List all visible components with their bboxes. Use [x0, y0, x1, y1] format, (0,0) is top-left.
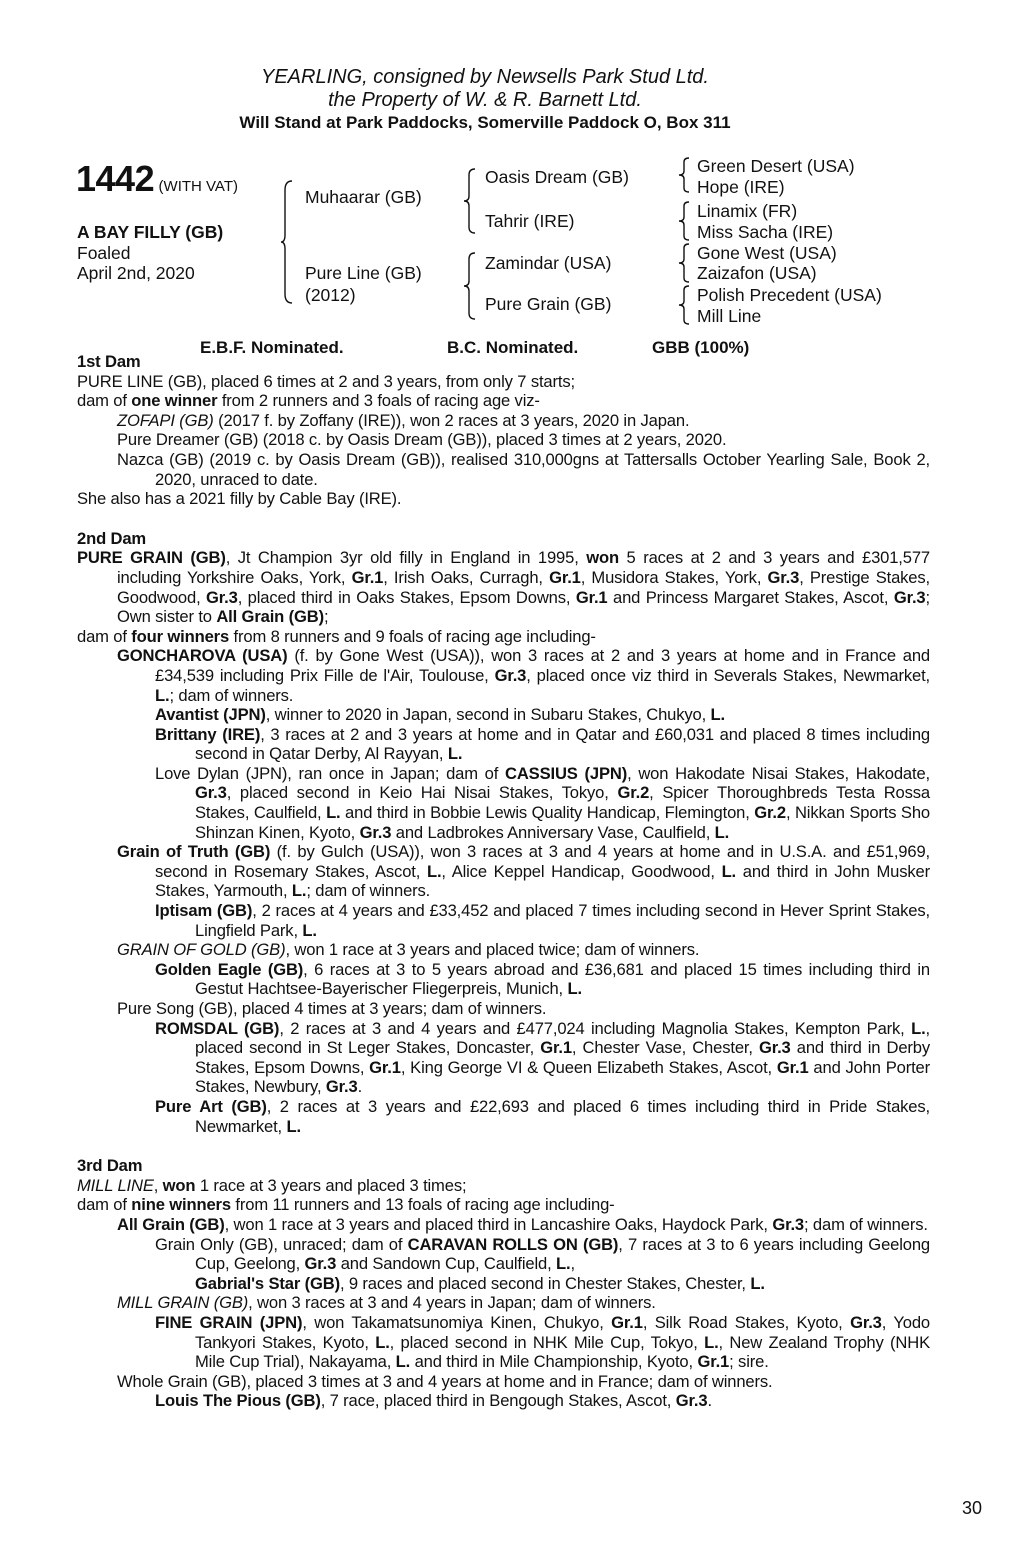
- text: .: [357, 1077, 363, 1097]
- text: (f. by Gulch (USA)), won 3 races at 3 and 4 years at home and in U.S.A. and £51,969, second in Rosemary Stakes, Ascot,: [155, 842, 930, 881]
- text: from 2 runners and 3 foals of racing age viz-: [217, 391, 540, 411]
- bold-text: Gr.1: [369, 1057, 401, 1077]
- text: and Princess Margaret Stakes, Ascot,: [607, 587, 894, 607]
- text: ; Own sister to: [117, 587, 930, 627]
- text: , Prestige Stakes, Goodwood,: [117, 567, 930, 607]
- text: , won 3 races at 3 and 4 years in Japan; dam of winners.: [248, 1293, 656, 1313]
- property-line: the Property of W. & R. Barnett Ltd.: [328, 89, 642, 111]
- gen3-name: Zaizafon (USA): [697, 263, 817, 283]
- lot-number-block: [76, 158, 238, 200]
- gen3-brace-icon: [677, 243, 691, 283]
- produce-entry: [77, 391, 930, 411]
- text: from 8 runners and 9 foals of racing age including-: [229, 626, 596, 646]
- italic-text: MILL LINE: [77, 1175, 154, 1195]
- text: She also has a 2021 filly by Cable Bay (IRE).: [77, 489, 402, 509]
- text: , 2 races at 3 years and £22,693 and placed 6 times including third in Pride Stakes, Newmarket,: [195, 1096, 930, 1136]
- text: Grain Only (GB), unraced; dam of: [155, 1234, 408, 1254]
- bold-text: Gr.3: [206, 587, 238, 607]
- bold-text: Avantist (JPN): [155, 705, 266, 725]
- text: and John Porter Stakes, Newbury,: [195, 1057, 931, 1097]
- text: , Silk Road Stakes, Kyoto,: [642, 1312, 851, 1332]
- bold-text: L.: [567, 979, 582, 999]
- produce-entry: [77, 1274, 930, 1294]
- bold-text: L.: [710, 705, 725, 725]
- produce-entry: [77, 705, 930, 725]
- produce-entry: [77, 1293, 930, 1313]
- bold-text: Gr.1: [575, 587, 608, 607]
- bold-text: Louis The Pious (GB): [155, 1391, 321, 1411]
- produce-entry: [77, 1391, 930, 1411]
- text: from 11 runners and 13 foals of racing age including-: [230, 1195, 615, 1215]
- bold-text: Gr.1: [540, 1038, 572, 1058]
- sire-name: Muhaarar (GB): [305, 187, 422, 207]
- text: and third in John Musker Stakes, Yarmouth,: [155, 861, 930, 901]
- gen3-name: Mill Line: [697, 306, 762, 326]
- italic-text: MILL GRAIN (GB): [117, 1293, 249, 1313]
- text: , Yodo Tankyori Stakes, Kyoto,: [195, 1312, 930, 1352]
- gen3-name: Polish Precedent (USA): [697, 285, 882, 305]
- text: , placed third in Oaks Stakes, Epsom Downs,: [237, 587, 576, 607]
- bold-text: All Grain (GB): [216, 607, 324, 627]
- bold-text: nine winners: [131, 1195, 231, 1215]
- pedigree-brace-icon: [280, 180, 294, 304]
- gen3-name: Green Desert (USA): [697, 156, 855, 176]
- bold-text: PURE GRAIN (GB): [77, 548, 226, 568]
- produce-entry: [77, 764, 930, 842]
- bold-text: Pure Art (GB): [155, 1096, 267, 1116]
- bold-text: L.: [395, 1352, 411, 1372]
- bold-text: CARAVAN ROLLS ON (GB): [407, 1234, 619, 1254]
- bold-text: Gr.3: [767, 567, 800, 587]
- text: , New Zealand Trophy (NHK Mile Cup Trial), Nakayama,: [195, 1332, 931, 1372]
- bold-text: Gr.3: [675, 1391, 708, 1411]
- bold-text: one winner: [131, 391, 218, 411]
- produce-entry: [77, 372, 930, 392]
- gen3-name: Miss Sacha (IRE): [697, 222, 834, 242]
- bold-text: Gr.1: [351, 567, 384, 587]
- produce-entry: [77, 960, 930, 999]
- consignor-line: YEARLING, consigned by Newsells Park Stud Ltd.: [261, 66, 709, 88]
- text: , placed second in Keio Hai Nisai Stakes, Tokyo,: [226, 783, 618, 803]
- text: , Spicer Thoroughbreds Testa Rossa Stakes, Caulfield,: [195, 783, 930, 823]
- text: and Sandown Cup, Caulfield,: [336, 1254, 557, 1274]
- bold-text: Gr.3: [304, 1254, 337, 1274]
- dam-heading: 3rd Dam: [77, 1156, 143, 1176]
- text: , won 1 race at 3 years and placed third in Lancashire Oaks, Haydock Park,: [224, 1214, 773, 1234]
- produce-record: [77, 352, 930, 1411]
- text: Pure Song (GB), placed 4 times at 3 years; dam of winners.: [117, 999, 547, 1018]
- italic-text: GRAIN OF GOLD (GB): [117, 940, 286, 960]
- text: , won 1 race at 3 years and placed twice; dam of winners.: [285, 940, 700, 960]
- text: and third in Bobbie Lewis Quality Handicap, Flemington,: [340, 803, 755, 823]
- produce-entry: [77, 901, 930, 940]
- text: ; dam of winners.: [306, 881, 431, 901]
- produce-entry: [77, 725, 930, 764]
- bold-text: Gr.2: [754, 803, 786, 823]
- produce-entry: [77, 999, 930, 1019]
- bold-text: four winners: [131, 626, 230, 646]
- text: ,: [153, 1175, 163, 1195]
- gen3-name: Linamix (FR): [697, 201, 798, 221]
- dam-dam: Pure Grain (GB): [485, 294, 612, 314]
- bold-text: Brittany (IRE): [155, 724, 261, 744]
- sire-brace-icon: [463, 168, 477, 234]
- produce-entry: [77, 1176, 930, 1196]
- bold-text: GONCHAROVA (USA): [117, 646, 288, 666]
- text: dam of: [77, 391, 132, 411]
- bold-text: Gr.2: [617, 783, 650, 803]
- dam-heading: 2nd Dam: [77, 528, 147, 548]
- produce-entry: [77, 1313, 930, 1372]
- produce-entry: [77, 940, 930, 960]
- produce-entry: [77, 489, 930, 509]
- produce-entry: [77, 1195, 930, 1215]
- bold-text: L.: [155, 685, 170, 705]
- gen3-name: Hope (IRE): [697, 177, 785, 197]
- text: ; dam of winners.: [804, 1214, 928, 1234]
- bc-nomination: B.C. Nominated.: [447, 338, 579, 357]
- produce-entry: [77, 430, 930, 450]
- text: , won Takamatsunomiya Kinen, Chukyo,: [302, 1312, 612, 1332]
- dam-name: Pure Line (GB): [305, 263, 422, 283]
- text: , won Hakodate Nisai Stakes, Hakodate,: [627, 763, 930, 783]
- dam-heading: 1st Dam: [77, 352, 141, 371]
- text: , King George VI & Queen Elizabeth Stakes, Ascot,: [400, 1057, 777, 1077]
- text: , 7 race, placed third in Bengough Stakes, Ascot,: [320, 1391, 676, 1411]
- bold-text: Gr.3: [850, 1312, 882, 1332]
- bold-text: FINE GRAIN (JPN): [155, 1312, 303, 1332]
- bold-text: L.: [750, 1273, 765, 1293]
- text: and Ladbrokes Anniversary Vase, Caulfield,: [391, 822, 715, 842]
- bold-text: Gr.1: [611, 1312, 643, 1332]
- bold-text: Golden Eagle (GB): [155, 959, 304, 979]
- text: and third in Derby Stakes, Epsom Downs,: [195, 1038, 931, 1077]
- bold-text: L.: [286, 1116, 301, 1136]
- bold-text: L.: [721, 861, 737, 881]
- produce-entry: [77, 842, 930, 901]
- foaled-label: Foaled: [77, 243, 131, 263]
- bold-text: L.: [704, 1332, 719, 1352]
- text: , winner to 2020 in Japan, second in Subaru Stakes, Chukyo,: [265, 705, 711, 725]
- text: ,: [570, 1254, 575, 1274]
- bold-text: L.: [556, 1254, 571, 1274]
- text: , 2 races at 3 and 4 years and £477,024 including Magnolia Stakes, Kempton Park,: [279, 1018, 912, 1038]
- bold-text: Gr.3: [195, 783, 227, 803]
- bold-text: CASSIUS (JPN): [505, 763, 628, 783]
- text: Love Dylan (JPN), ran once in Japan; dam of: [155, 763, 506, 783]
- bold-text: L.: [426, 861, 442, 881]
- bold-text: All Grain (GB): [117, 1214, 225, 1234]
- produce-entry: [77, 1215, 930, 1235]
- bold-text: Gr.1: [549, 567, 581, 587]
- bold-text: ROMSDAL (GB): [155, 1018, 280, 1038]
- text: ; dam of winners.: [169, 685, 294, 705]
- text: , 7 races at 3 to 6 years including Geelong Cup, Geelong,: [195, 1234, 930, 1274]
- text: ; sire.: [729, 1352, 769, 1372]
- foaled-date: April 2nd, 2020: [77, 263, 195, 283]
- text: , 3 races at 2 and 3 years at home and in Qatar and £60,031 and placed 8 times including second in Qatar Derby, Al Rayyan,: [195, 724, 930, 764]
- produce-entry: [77, 1235, 930, 1274]
- bold-text: Gabrial's Star (GB): [195, 1273, 340, 1293]
- text: Whole Grain (GB), placed 3 times at 3 and 4 years at home and in France; dam of winners.: [117, 1371, 773, 1391]
- text: (2017 f. by Zoffany (IRE)), won 2 races at 3 years, 2020 in Japan.: [213, 410, 690, 430]
- bold-text: L.: [291, 881, 307, 901]
- produce-entry: [77, 646, 930, 705]
- text: , Chester Vase, Chester,: [571, 1038, 759, 1058]
- text: , Musidora Stakes, York,: [580, 567, 768, 587]
- text: , placed once viz third in Severals Stakes, Newmarket,: [526, 665, 931, 685]
- stand-location: Will Stand at Park Paddocks, Somerville Paddock O, Box 311: [239, 113, 731, 132]
- gbb-rating: GBB (100%): [652, 338, 750, 357]
- text: , Nikkan Sports Sho Shinzan Kinen, Kyoto,: [195, 803, 931, 842]
- gen3-brace-icon: [677, 285, 691, 325]
- sire-dam: Tahrir (IRE): [485, 211, 575, 231]
- gen3-brace-icon: [677, 201, 691, 241]
- text: , Jt Champion 3yr old filly in England in 1995,: [225, 548, 587, 568]
- produce-entry: [77, 548, 930, 626]
- text: (f. by Gone West (USA)), won 3 races at 2 and 3 years at home and in France and £34,539 including Prix Fille de l'Air, Toulouse,: [155, 646, 930, 685]
- bold-text: Grain of Truth (GB): [117, 842, 271, 862]
- text: 1 race at 3 years and placed 3 times;: [195, 1175, 467, 1195]
- text: , 6 races at 3 to 5 years abroad and £36,681 and placed 15 times including third in Gestut Hachtsee-Bayerischer Fliegerpreis, Munich,: [195, 959, 930, 999]
- gen3-brace-icon: [677, 157, 691, 193]
- bold-text: L.: [326, 803, 341, 823]
- produce-entry: [77, 450, 930, 489]
- bold-text: Gr.1: [776, 1057, 809, 1077]
- text: Nazca (GB) (2019 c. by Oasis Dream (GB)), realised 310,000gns at Tattersalls October Yearling Sale, Book 2, 2020, unraced to date.: [117, 449, 930, 489]
- sire-sire: Oasis Dream (GB): [485, 167, 629, 187]
- text: Pure Dreamer (GB) (2018 c. by Oasis Dream (GB)), placed 3 times at 2 years, 2020.: [117, 430, 727, 450]
- bold-text: L.: [302, 920, 317, 940]
- page-number: 30: [962, 1498, 983, 1518]
- bold-text: Iptisam (GB): [155, 901, 253, 921]
- lot-name: A BAY FILLY (GB): [77, 222, 224, 242]
- text: PURE LINE (GB), placed 6 times at 2 and 3 years, from only 7 starts;: [77, 371, 575, 391]
- bold-text: Gr.3: [758, 1038, 791, 1058]
- text: , 9 races and placed second in Chester Stakes, Chester,: [339, 1273, 751, 1293]
- italic-text: ZOFAPI (GB): [117, 410, 214, 430]
- bold-text: Gr.3: [325, 1077, 358, 1097]
- dam-year: (2012): [305, 285, 356, 305]
- text: , Alice Keppel Handicap, Goodwood,: [441, 861, 722, 881]
- bold-text: won: [162, 1175, 196, 1195]
- text: ;: [323, 607, 329, 627]
- text: , placed second in St Leger Stakes, Doncaster,: [195, 1018, 930, 1058]
- text: and third in Mile Championship, Kyoto,: [410, 1352, 698, 1372]
- bold-text: L.: [911, 1018, 926, 1038]
- bold-text: won: [586, 548, 619, 568]
- bold-text: Gr.1: [697, 1352, 730, 1372]
- dam-brace-icon: [463, 252, 477, 320]
- text: , 2 races at 4 years and £33,452 and placed 7 times including second in Hever Sprint Stakes, Lingfield Park,: [195, 901, 930, 940]
- bold-text: Gr.3: [494, 665, 527, 685]
- dam-sire: Zamindar (USA): [485, 253, 612, 273]
- text: 5 races at 2 and 3 years and £301,577 including Yorkshire Oaks, York,: [117, 548, 930, 587]
- text: dam of: [77, 1195, 132, 1215]
- bold-text: L.: [447, 744, 463, 764]
- bold-text: Gr.3: [772, 1214, 805, 1234]
- bold-text: Gr.3: [359, 822, 392, 842]
- text: dam of: [77, 626, 132, 646]
- produce-entry: [77, 627, 930, 647]
- vat-note: (WITH VAT): [158, 178, 238, 195]
- ebf-nomination: E.B.F. Nominated.: [200, 338, 344, 357]
- produce-entry: [77, 1097, 930, 1136]
- gen3-name: Gone West (USA): [697, 243, 837, 263]
- text: .: [707, 1391, 712, 1411]
- text: , Irish Oaks, Curragh,: [383, 567, 550, 587]
- produce-entry: [77, 1019, 930, 1097]
- text: , placed second in NHK Mile Cup, Tokyo,: [389, 1332, 705, 1352]
- bold-text: L.: [714, 822, 730, 842]
- produce-entry: [77, 411, 930, 431]
- lot-number: 1442: [76, 158, 155, 199]
- produce-entry: [77, 1372, 930, 1392]
- bold-text: Gr.3: [893, 587, 926, 607]
- bold-text: L.: [375, 1332, 390, 1352]
